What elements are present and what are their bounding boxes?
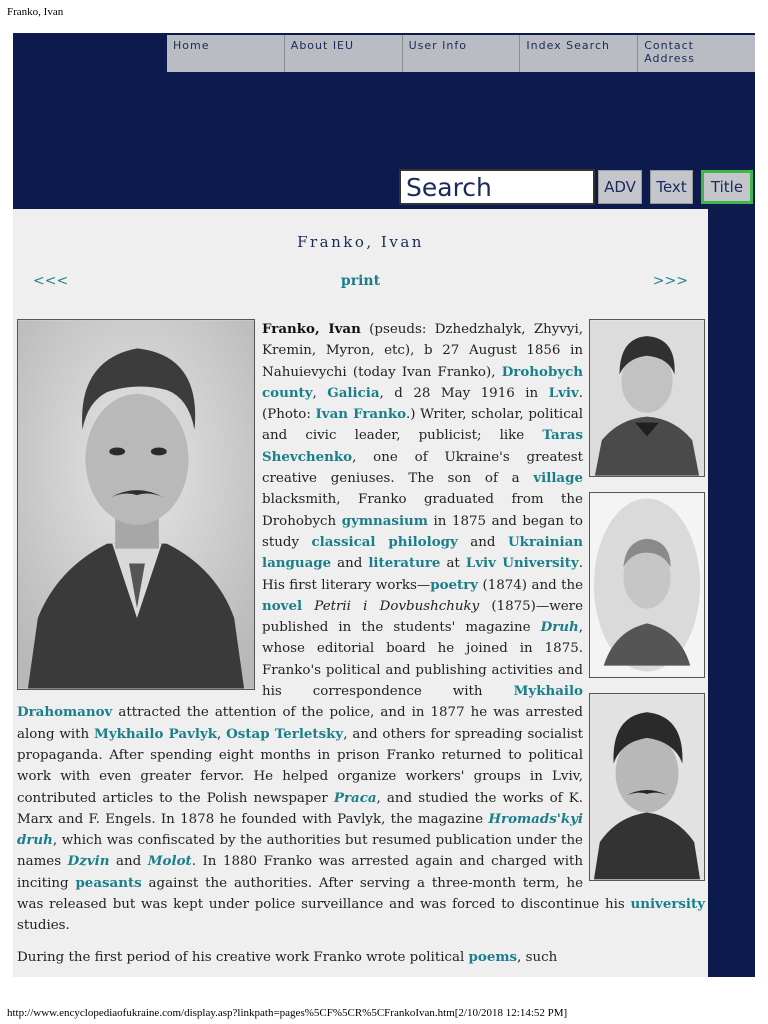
side-photo-column — [589, 319, 705, 881]
cross-reference-link[interactable]: university — [630, 896, 705, 913]
portrait-main-photo[interactable] — [17, 319, 255, 690]
cross-reference-link[interactable]: Taras Shevchenko — [262, 427, 583, 465]
page-title: Franko, Ivan — [297, 233, 424, 251]
title-search-button[interactable]: Title — [701, 170, 753, 204]
cross-reference-link[interactable]: gymnasium — [341, 512, 428, 529]
adv-search-button[interactable]: ADV — [598, 170, 642, 204]
text-segment: . (Photo: — [262, 385, 583, 423]
text-segment: , one of Ukraine's greatest creative geniuses. The son of a — [262, 449, 583, 487]
text-segment: and — [457, 534, 508, 550]
page-url-footer: http://www.encyclopediaofukraine.com/display.asp?linkpath=pages%5CF%5CR%5CFrankoIvan.htm[2/10/2018 12:14:52 PM] — [7, 1007, 568, 1019]
prev-entry-link[interactable]: <<< — [33, 273, 69, 289]
search-input[interactable] — [399, 169, 595, 205]
text-segment: , — [217, 726, 227, 742]
article-body — [17, 319, 705, 977]
text-segment: blacksmith, Franko graduated from the Drohobych — [262, 492, 583, 529]
cross-reference-link[interactable]: Ostap Terletsky — [226, 725, 344, 742]
nav-contact-address[interactable]: Contact Address — [638, 35, 755, 72]
text-segment: , d 28 May 1916 in — [379, 385, 549, 401]
text-segment: (pseuds: Dzhedzhalyk, Zhyvyi, Kremin, Myron, etc), b 27 August 1856 in Nahuievychi (today Ivan Franko), — [262, 322, 583, 380]
cross-reference-link[interactable]: village — [533, 470, 583, 487]
text-segment: , — [312, 385, 328, 401]
next-entry-link[interactable]: >>> — [652, 273, 688, 289]
text-segment: , and studied the works of K. Marx and F. Engels. In 1878 he founded with Pavlyk, the magazine — [17, 790, 583, 827]
text-segment: attracted the attention of the police, and in 1877 he was arrested along with — [17, 705, 583, 742]
entry-headword: Franko, Ivan — [262, 321, 361, 337]
text-segment: . His first literary works— — [262, 556, 583, 593]
text-segment: studies. — [17, 918, 70, 934]
cross-reference-link[interactable]: Lviv University — [465, 555, 579, 572]
document-title: Franko, Ivan — [7, 6, 64, 18]
link-italic-text: Molot — [147, 853, 192, 870]
link-italic-text: Hromads'kyi druh — [17, 810, 583, 849]
nav-index-search[interactable]: Index Search — [520, 35, 638, 72]
text-segment: against the authorities. After serving a three-month term, he was released but was kept under police surveillance and was forced to discontinue his — [17, 875, 631, 913]
cross-reference-link[interactable]: Mykhailo Pavlyk — [94, 725, 217, 742]
text-segment: , such — [517, 949, 558, 965]
text-segment: and — [331, 556, 369, 572]
nav-about-ieu[interactable]: About IEU — [285, 35, 403, 72]
text-segment: at — [440, 556, 466, 572]
text-segment: (1874) and the — [478, 577, 583, 593]
cross-reference-link[interactable]: Mykhailo Drahomanov — [17, 683, 583, 721]
print-link[interactable]: print — [340, 273, 381, 289]
text-segment: , and others for spreading socialist propaganda. After spending eight months in prison Franko returned to political work with even greater fervor. He helped organize workers' groups in Lviv, contributed articles to the Polish newspaper — [17, 726, 583, 806]
cross-reference-link[interactable] — [68, 853, 110, 869]
text-segment: , whose editorial board he joined in 1875. Franko's political and publishing activities and his correspondence with — [262, 620, 583, 700]
portrait-young-photo[interactable] — [589, 319, 705, 477]
cross-reference-link[interactable]: Ivan Franko — [315, 406, 407, 423]
cross-reference-link[interactable]: Galicia — [327, 384, 380, 401]
cross-reference-link[interactable] — [334, 790, 377, 806]
nav-user-info[interactable]: User Info — [403, 35, 521, 72]
link-italic-text: Dzvin — [67, 853, 110, 870]
text-segment: , which was confiscated by the authorities but resumed publication under the names — [17, 833, 583, 870]
main-navbar — [167, 35, 755, 72]
cross-reference-link[interactable]: Lviv — [548, 384, 579, 401]
text-segment: (1875)—were published in the students' magazine — [262, 598, 583, 636]
portrait-elder-photo[interactable] — [589, 492, 705, 678]
text-segment: in 1875 and began to study — [262, 513, 583, 550]
cross-reference-link[interactable]: peasants — [75, 874, 142, 891]
link-italic-text: Druh — [540, 619, 579, 636]
cross-reference-link[interactable]: Ukrainian language — [262, 533, 583, 572]
text-segment: and — [109, 854, 148, 870]
text-segment: .) Writer, scholar, political and civic leader, publicist; like — [262, 407, 583, 444]
cross-reference-link[interactable]: classical philology — [311, 533, 458, 550]
cross-reference-link[interactable] — [541, 619, 579, 635]
italic-title: Petrii i Dovbushchuky — [314, 598, 480, 614]
cross-reference-link[interactable] — [148, 853, 192, 869]
nav-home[interactable]: Home — [167, 35, 285, 72]
article-paragraph-2 — [17, 947, 705, 968]
cross-reference-link[interactable]: Drohobych county — [262, 363, 583, 401]
cross-reference-link[interactable]: literature — [368, 555, 441, 572]
cross-reference-link[interactable]: novel — [262, 597, 303, 614]
portrait-mustache-photo[interactable] — [589, 693, 705, 881]
cross-reference-link[interactable]: poems — [468, 948, 518, 965]
text-segment: During the first period of his creative work Franko wrote political — [17, 949, 469, 965]
cross-reference-link[interactable]: poetry — [430, 576, 479, 593]
text-segment — [302, 599, 314, 614]
text-segment: . In 1880 Franko was arrested again and charged with inciting — [17, 854, 583, 891]
text-search-button[interactable]: Text — [650, 170, 693, 204]
link-italic-text: Praca — [333, 789, 377, 806]
article-panel — [13, 209, 708, 977]
